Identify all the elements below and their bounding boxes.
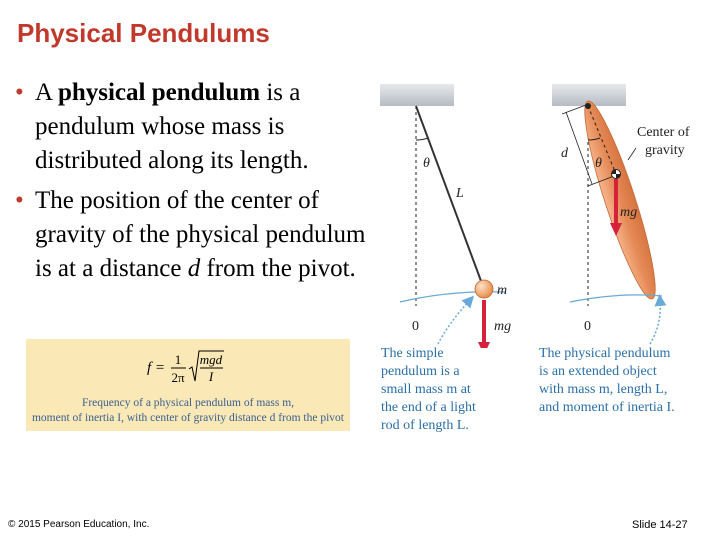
- formula-fraction-den: 2π: [171, 370, 185, 385]
- bullet-1-pre: A: [35, 79, 58, 106]
- bullet-dot: •: [15, 187, 24, 214]
- simple-theta-label: θ: [423, 156, 430, 171]
- bullet-dot: •: [15, 79, 24, 106]
- simple-caption-line: pendulum is a: [381, 364, 460, 379]
- bullet-2-var: d: [187, 255, 201, 282]
- slide-number: Slide 14-27: [632, 519, 688, 531]
- formula-box: [26, 339, 350, 431]
- formula-caption-line-1: Frequency of a physical pendulum of mass m,: [81, 397, 295, 409]
- physical-theta-label: θ: [595, 156, 602, 171]
- slide-title: Physical Pendulums: [17, 18, 270, 48]
- physical-distance-tick-top: [562, 105, 586, 114]
- simple-length-label: L: [456, 186, 464, 201]
- simple-force-arrowhead: [478, 342, 490, 348]
- physical-zero-label: 0: [584, 319, 591, 334]
- physical-caption-line: is an extended object: [539, 364, 657, 379]
- formula-caption-line-2: moment of inertia I, with center of gravity distance d from the pivot: [31, 412, 344, 424]
- simple-force-label: mg: [494, 319, 512, 334]
- bullet-2-post: from the pivot.: [200, 255, 356, 282]
- simple-caption-line: the end of a light: [381, 400, 476, 415]
- copyright: © 2015 Pearson Education, Inc.: [8, 519, 150, 530]
- physical-distance-label: d: [561, 146, 568, 161]
- physical-cg-label-1: Center of: [637, 125, 690, 140]
- simple-caption-line: small mass m at: [381, 382, 471, 397]
- simple-caption-pointer: [438, 300, 470, 344]
- formula-fraction-num: 1: [174, 352, 182, 367]
- physical-pendulum-caption: [539, 345, 675, 417]
- physical-caption-line: with mass m, length L,: [539, 382, 668, 397]
- formula-root-den: I: [208, 369, 214, 384]
- physical-caption-line: The physical pendulum: [539, 346, 671, 361]
- bullet-1-term: physical pendulum: [57, 79, 261, 106]
- simple-theta-arc: [416, 138, 428, 140]
- simple-ceiling: [380, 84, 454, 106]
- bullet-1-post: is a pendulum whose mass is distributed along its length.: [35, 79, 309, 174]
- formula-lhs: f =: [147, 360, 166, 376]
- physical-cg-leader: [628, 148, 636, 160]
- pendulum-diagram: [370, 78, 706, 348]
- physical-caption-pointer: [650, 300, 660, 344]
- simple-caption-line: rod of length L.: [381, 418, 469, 433]
- simple-pendulum-caption: [381, 345, 476, 435]
- simple-bob: [475, 280, 493, 298]
- simple-rod: [416, 106, 484, 289]
- physical-cg-label-2: gravity: [645, 143, 685, 158]
- bullet-2-pre: The position of the center of gravity of the physical pendulum is at a distance: [35, 187, 366, 282]
- bullet-2: [15, 184, 375, 286]
- simple-zero-label: 0: [412, 319, 419, 334]
- physical-force-label: mg: [620, 205, 638, 220]
- physical-caption-line: and moment of inertia I.: [539, 400, 675, 415]
- bullet-list: [15, 76, 375, 292]
- bullet-1: [15, 76, 375, 178]
- formula-root-num: mgd: [199, 352, 223, 367]
- simple-caption-line: The simple: [381, 346, 444, 361]
- simple-mass-label: m: [497, 283, 508, 298]
